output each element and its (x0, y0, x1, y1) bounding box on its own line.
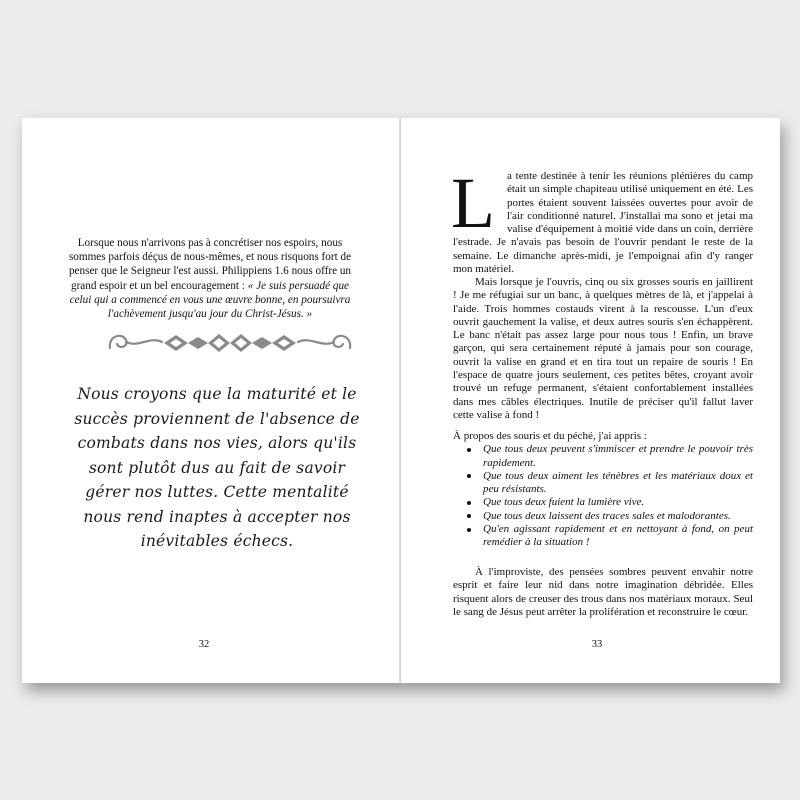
page-number-right: 33 (591, 639, 603, 650)
intro-quote: « Je suis persuadé que celui qui a commencé en vous une œuvre bonne, en poursuivra l'achèvement jusqu'au jour du Christ-Jésus. » (69, 279, 351, 321)
left-page (22, 118, 401, 683)
drop-cap: L (451, 163, 495, 243)
right-page (401, 118, 780, 683)
decorative-flourish-icon (104, 328, 356, 358)
paragraph-4: À l'improviste, des pensées sombres peuvent envahir notre esprit et faire leur nid dans notre imagination débridée. Elles risquent alors de creuser des trous dans nos matériaux moraux. Seul le sang de Jésus peut arrêter la prolifération et reconstruire le cœur. (453, 566, 753, 618)
list-item: Que tous deux peuvent s'immiscer et prendre le pouvoir très rapidement. (477, 443, 753, 470)
lessons-section (453, 430, 753, 550)
paragraph-1-text: a tente destinée à tenir les réunions plénières du camp était un simple chapiteau utilisé uniquement en été. Les portes étaient souvent laissées ouvertes pour avoir de l'air conditionné naturel. J'installai ma sono et jetai ma valise d'équipement à moitié vide dans un coin, derrière l'estrade. Je n'avais pas besoin de l'ouvrir pendant le reste de la semaine. Le dimanche après-midi, je l'empoignai afin d'y ranger mon matériel. (453, 170, 753, 276)
list-intro: À propos des souris et du péché, j'ai appris : (453, 430, 647, 442)
list-item: Que tous deux fuient la lumière vive. (477, 496, 753, 509)
list-item: Que tous deux aiment les ténèbres et les matériaux doux et peu résistants. (477, 470, 753, 497)
page-number-left: 32 (198, 639, 210, 650)
book-spread (22, 118, 780, 683)
paragraph-2: Mais lorsque je l'ouvris, cinq ou six grosses souris en jaillirent ! Je me réfugiai sur un banc, à quelques mètres de là, et j'appelai à l'aide. Trois hommes costauds virent à la rescousse. L'un d'eux ouvrit gauchement la valise, et deux autres souris s'en échappèrent. Le banc n'était pas assez large pour nous tous ! Enfin, un brave garçon, qui sera certainement réputé à jamais pour son courage, ouvrit la valise en grand et en tira tout un repaire de souris ! En l'espace de quatre jours seulement, ces petites bêtes, croyant avoir trouvé un refuge permanent, s'étaient confortablement installées dans mes câbles électriques. Inutile de préciser qu'il fallut laver cette valise à fond ! (453, 276, 753, 421)
list-item: Que tous deux laissent des traces sales et malodorantes. (477, 510, 753, 523)
intro-paragraph (62, 236, 358, 321)
lessons-list (453, 443, 753, 549)
paragraph-1 (451, 163, 753, 276)
pull-quote: Nous croyons que la maturité et le succès proviennent de l'absence de combats dans nos vies, alors qu'ils sont plutôt dus au fait de savoir gérer nos luttes. Cette mentalité nous rend inaptes à accepter nos inévitables échecs. (74, 385, 360, 550)
list-item: Qu'en agissant rapidement et en nettoyant à fond, on peut remédier à la situation ! (477, 523, 753, 550)
intro-text: Lorsque nous n'arrivons pas à concrétiser nos espoirs, nous sommes parfois déçus de nous-mêmes, et nous risquons fort de penser que le Seigneur l'est aussi. Philippiens 1.6 nous offre un grand espoir et un bel encouragement : (68, 237, 352, 292)
